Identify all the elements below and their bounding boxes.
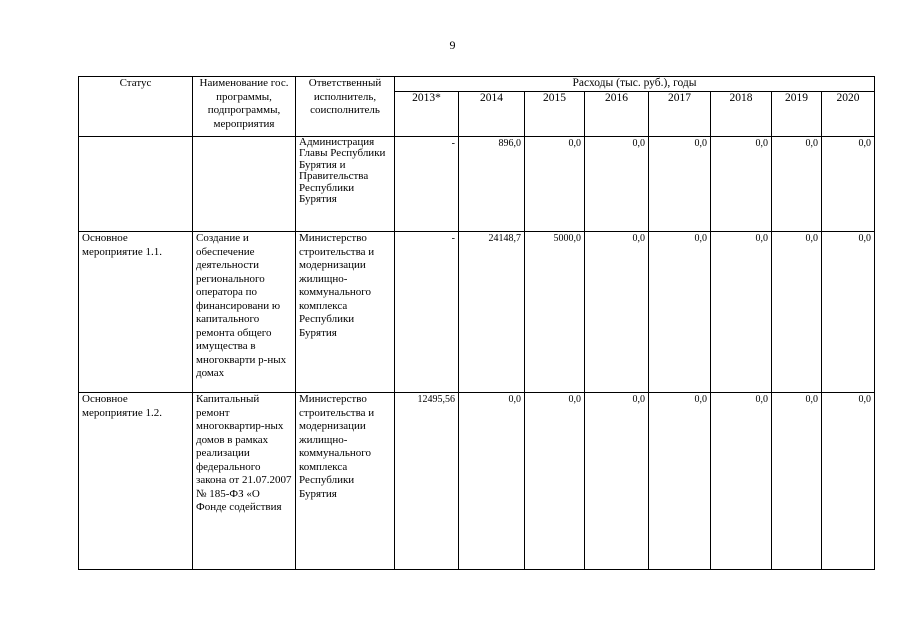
cell-value: 0,0 (711, 232, 772, 393)
header-year: 2018 (711, 92, 772, 137)
expenses-table (78, 76, 875, 570)
cell-value: 0,0 (525, 393, 585, 570)
cell-status (79, 137, 193, 232)
cell-value: 12495,56 (395, 393, 459, 570)
cell-value: 0,0 (585, 232, 649, 393)
table-row (79, 232, 875, 393)
cell-responsible: Администрация Главы Республики Бурятия и Правительства Республики Бурятия (296, 137, 395, 232)
cell-value: 0,0 (711, 137, 772, 232)
header-status: Статус (79, 77, 193, 137)
header-year: 2013* (395, 92, 459, 137)
cell-name: Создание и обеспечение деятельности регионального оператора по финансировани ю капитального ремонта общего имущества в многокварти р-ных домах (193, 232, 296, 393)
header-year: 2017 (649, 92, 711, 137)
cell-value: 0,0 (459, 393, 525, 570)
cell-value: 0,0 (585, 393, 649, 570)
table-row (79, 393, 875, 570)
cell-status: Основное мероприятие 1.2. (79, 393, 193, 570)
cell-value: 0,0 (822, 137, 875, 232)
cell-value: 0,0 (585, 137, 649, 232)
header-year: 2020 (822, 92, 875, 137)
cell-value: 0,0 (649, 393, 711, 570)
cell-name (193, 137, 296, 232)
cell-responsible: Министерство строительства и модернизации жилищно-коммунального комплекса Республики Бурятия (296, 232, 395, 393)
cell-value: 24148,7 (459, 232, 525, 393)
cell-value: 0,0 (772, 137, 822, 232)
page-number: 9 (449, 38, 456, 52)
cell-value: 5000,0 (525, 232, 585, 393)
header-year: 2019 (772, 92, 822, 137)
cell-value: 0,0 (525, 137, 585, 232)
header-year: 2016 (585, 92, 649, 137)
cell-value: - (395, 137, 459, 232)
cell-value: 0,0 (822, 393, 875, 570)
table-header (79, 77, 875, 137)
cell-responsible: Министерство строительства и модернизации жилищно-коммунального комплекса Республики Бурятия (296, 393, 395, 570)
cell-status: Основное мероприятие 1.1. (79, 232, 193, 393)
cell-value: 0,0 (711, 393, 772, 570)
cell-name: Капитальный ремонт многоквартир-ных домов в рамках реализации федерального закона от 21.07.2007 № 185-ФЗ «О Фонде содействия (193, 393, 296, 570)
cell-value: 0,0 (649, 137, 711, 232)
cell-value: 0,0 (772, 232, 822, 393)
header-responsible: Ответственный исполнитель, соисполнитель (296, 77, 395, 137)
cell-value: 0,0 (772, 393, 822, 570)
table-row (79, 137, 875, 232)
header-name: Наименование гос. программы, подпрограммы, мероприятия (193, 77, 296, 137)
cell-value: - (395, 232, 459, 393)
cell-value: 896,0 (459, 137, 525, 232)
header-expenses: Расходы (тыс. руб.), годы (395, 77, 875, 92)
header-year: 2014 (459, 92, 525, 137)
header-year: 2015 (525, 92, 585, 137)
cell-value: 0,0 (649, 232, 711, 393)
cell-value: 0,0 (822, 232, 875, 393)
